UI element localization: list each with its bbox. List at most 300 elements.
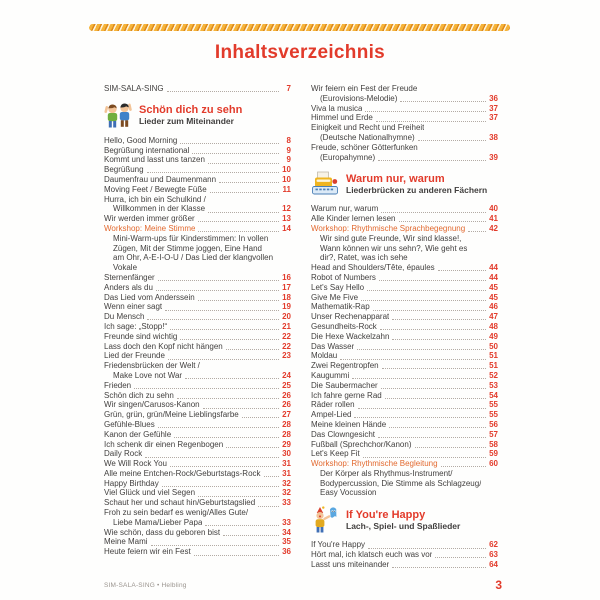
toc-entry-title: Hello, Good Morning (104, 135, 178, 145)
dot-leader (392, 319, 486, 320)
toc-entry (104, 449, 291, 459)
dot-leader (194, 555, 279, 556)
dot-leader (381, 212, 486, 213)
dot-leader (441, 466, 486, 467)
dot-leader (468, 231, 486, 232)
toc-entry (104, 185, 291, 195)
toc-entry (311, 440, 498, 450)
dot-leader (382, 368, 486, 369)
section-header (104, 102, 291, 129)
toc-entry-page: 64 (489, 559, 498, 569)
toc-entry-title: (Europahymne) (320, 152, 376, 162)
toc-entry-title: Gefühle-Blues (104, 419, 155, 429)
toc-entry-title: Wir werden immer größer (104, 214, 195, 224)
toc-entry (104, 136, 291, 146)
toc-entry-page: 12 (282, 204, 291, 214)
toc-entry-title: Freude, schöner Götterfunken (311, 142, 418, 152)
toc-entry-title: Wie schön, dass du geboren bist (104, 527, 221, 537)
dot-leader (385, 398, 486, 399)
dot-leader (168, 359, 279, 360)
toc-entry-page: 42 (489, 223, 498, 233)
dot-leader (363, 457, 486, 458)
toc-entry-page: 35 (282, 537, 291, 547)
toc-entry-title: Let's Keep Fit (311, 449, 360, 459)
toc-entry (311, 94, 498, 104)
toc-entry-title: Let's Say Hello (311, 282, 365, 292)
toc-entry-title: Unser Rechenapparat (311, 312, 390, 322)
toc-entry-title: Workshop: Rhythmische Begleitung (311, 459, 438, 469)
toc-entry (104, 195, 291, 205)
section-title: Schön dich zu sehn (139, 104, 243, 117)
toc-entry-page: 28 (282, 429, 291, 439)
toc-entry-page: 51 (489, 361, 498, 371)
dot-leader (379, 280, 486, 281)
toc-entry-title: Daily Rock (104, 449, 143, 459)
toc-entry-page: 37 (489, 113, 498, 123)
toc-entry-title: Ich sage: „Stopp!“ (104, 321, 168, 331)
toc-entry (311, 371, 498, 381)
toc-entry-title: Hört mal, ich klatsch euch was vor (311, 550, 433, 560)
toc-entry (104, 371, 291, 381)
toc-entry-page: 14 (282, 223, 291, 233)
dot-leader (400, 101, 486, 102)
toc-entry-title: Froh zu sein bedarf es wenig/Alles Gute/ (104, 508, 249, 518)
dot-leader (438, 270, 486, 271)
toc-entry (311, 332, 498, 342)
toc-entry-title: Frieden (104, 380, 132, 390)
toc-entry (104, 146, 291, 156)
toc-note-text: Vokale (113, 263, 138, 273)
toc-entry (311, 204, 498, 214)
toc-entry-title: Workshop: Meine Stimme (104, 223, 196, 233)
toc-entry (104, 400, 291, 410)
toc-entry (104, 547, 291, 557)
toc-entry (104, 459, 291, 469)
dot-leader (198, 300, 279, 301)
dot-leader (165, 310, 279, 311)
toc-entry-title: Kaugummi (311, 370, 350, 380)
toc-entry (104, 155, 291, 165)
toc-note-line (311, 469, 498, 479)
toc-entry (104, 537, 291, 547)
section-text (346, 509, 460, 531)
dot-leader (203, 408, 279, 409)
dot-leader (180, 339, 279, 340)
toc-entry-page: 58 (489, 439, 498, 449)
toc-note-line (311, 253, 498, 263)
toc-entry-page: 60 (489, 459, 498, 469)
toc-entry-title: Hurra, ich bin ein Schulkind / (104, 194, 206, 204)
toc-entry (104, 440, 291, 450)
toc-entry-title: Fußball (Sprechchor/Kanon) (311, 439, 412, 449)
dot-leader (381, 388, 486, 389)
toc-entry-title: Zwei Regentropfen (311, 361, 379, 371)
dot-leader (219, 182, 279, 183)
toc-entry (311, 104, 498, 114)
toc-entry-page: 59 (489, 449, 498, 459)
dot-leader (361, 300, 486, 301)
toc-entry-page: 19 (282, 302, 291, 312)
toc-entry-title: Happy Birthday (104, 478, 159, 488)
toc-entry-title: Begrüßung (104, 165, 144, 175)
toc-entry-title: Ampel-Lied (311, 410, 352, 420)
toc-entry-title: Willkommen in der Klasse (113, 204, 206, 214)
dot-leader (376, 121, 486, 122)
section-subtitle: Liederbrücken zu anderen Fächern (346, 184, 488, 195)
dot-leader (156, 290, 279, 291)
toc-note-text: Easy Vocussion (320, 488, 377, 498)
toc-entry-page: 53 (489, 380, 498, 390)
dot-leader (380, 329, 486, 330)
toc-entry-title: Ich schenk dir einen Regenbogen (104, 439, 224, 449)
toc-entry-title: Grün, grün, grün/Meine Lieblingsfarbe (104, 410, 239, 420)
dot-leader (340, 359, 486, 360)
section-title: If You're Happy (346, 508, 426, 521)
dot-leader (358, 408, 486, 409)
toc-entry (104, 508, 291, 518)
toc-entry (311, 293, 498, 303)
toc-entry (104, 283, 291, 293)
dot-leader (180, 143, 279, 144)
toc-entry (104, 302, 291, 312)
dot-leader (151, 545, 279, 546)
toc-note-line (104, 253, 291, 263)
toc-entry-page: 10 (282, 174, 291, 184)
toc-note-text: Bodypercussion, Die Stimme als Schlagzeug/ (320, 478, 482, 488)
toc-entry-title: Das Clowngesicht (311, 429, 376, 439)
toc-entry-page: 47 (489, 312, 498, 322)
toc-entry-title: Räder rollen (311, 400, 355, 410)
toc-entry-title: Heute feiern wir ein Fest (104, 547, 191, 557)
toc-note-text: Mini-Warm-ups für Kinderstimmen: In vollen (113, 233, 269, 243)
toc-entry-title: Friedensbrücken der Welt / (104, 361, 200, 371)
toc-entry (311, 322, 498, 332)
toc-entry-title: Workshop: Rhythmische Sprachbegegnung (311, 223, 466, 233)
toc-entry (311, 391, 498, 401)
toc-entry-page: 51 (489, 351, 498, 361)
toc-columns (104, 84, 498, 570)
toc-entry-title: Ich fahre gerne Rad (311, 390, 382, 400)
toc-entry (311, 133, 498, 143)
toc-entry-page: 44 (489, 272, 498, 282)
toc-entry-page: 38 (489, 132, 498, 142)
toc-entry (311, 113, 498, 123)
toc-entry (104, 293, 291, 303)
toc-entry (104, 430, 291, 440)
toc-entry (104, 204, 291, 214)
toc-entry (311, 224, 498, 234)
toc-entry (311, 263, 498, 273)
dot-leader (392, 567, 486, 568)
toc-entry-page: 9 (286, 155, 291, 165)
toc-entry-page: 62 (489, 540, 498, 550)
toc-entry-title: Freunde sind wichtig (104, 331, 178, 341)
toc-entry-title: Viva la musica (311, 103, 363, 113)
toc-entry (104, 479, 291, 489)
toc-entry-title: Moldau (311, 351, 338, 361)
toc-entry-title: We Will Rock You (104, 459, 167, 469)
dot-leader (435, 557, 486, 558)
toc-entry-title: Warum nur, warum (311, 204, 379, 214)
toc-entry (104, 498, 291, 508)
toc-entry-title: Gesundheits-Rock (311, 321, 377, 331)
dot-leader (158, 280, 279, 281)
toc-entry-page: 33 (282, 517, 291, 527)
dot-leader (226, 349, 279, 350)
toc-entry (311, 273, 498, 283)
toc-entry-title: Make Love not War (113, 370, 183, 380)
toc-entry (311, 312, 498, 322)
toc-entry-title: Die Saubermacher (311, 380, 378, 390)
toc-entry (311, 449, 498, 459)
dot-leader (162, 486, 279, 487)
dot-leader (198, 496, 279, 497)
dot-leader (174, 437, 279, 438)
dot-leader (242, 417, 279, 418)
dot-leader (147, 319, 279, 320)
toc-entry (104, 224, 291, 234)
toc-entry-page: 33 (282, 498, 291, 508)
toc-note-text: am Ohr, A-E-I-O-U / Das Lied der klangvollen (113, 253, 274, 263)
dot-leader (210, 192, 279, 193)
toc-note-text: dir?, Ratet, was ich sehe (320, 253, 408, 263)
toc-entry (311, 351, 498, 361)
toc-column-left (104, 84, 291, 570)
dot-leader (365, 111, 486, 112)
toc-entry-page: 22 (282, 341, 291, 351)
toc-entry-title: Head and Shoulders/Tête, épaules (311, 263, 435, 273)
toc-entry-page: 17 (282, 282, 291, 292)
toc-entry-title: Wir singen/Carusos-Kanon (104, 400, 200, 410)
toc-entry-page: 36 (489, 93, 498, 103)
toc-entry (311, 420, 498, 430)
toc-entry-page: 49 (489, 331, 498, 341)
toc-entry (311, 540, 498, 550)
toc-entry-page: 36 (282, 547, 291, 557)
footer-text: SIM-SALA-SING • Helbling (104, 582, 187, 589)
toc-entry-page: 20 (282, 312, 291, 322)
page-title: Inhaltsverzeichnis (214, 42, 386, 63)
rope-border (89, 24, 510, 31)
toc-note-text: Zügen, Mit der Stimme joggen, Eine Hand (113, 243, 262, 253)
dot-leader (205, 525, 279, 526)
toc-entry (311, 400, 498, 410)
toc-entry (104, 420, 291, 430)
typewriter-icon (311, 170, 339, 197)
toc-entry-title: Viel Glück und viel Segen (104, 488, 196, 498)
toc-note-text: Wann können wir uns sehn?, Wie geht es (320, 243, 468, 253)
toc-entry (104, 528, 291, 538)
toc-entry-page: 23 (282, 351, 291, 361)
toc-entry-page: 30 (282, 449, 291, 459)
dot-leader (192, 153, 279, 154)
section-text (139, 104, 242, 126)
toc-entry-title: Wir feiern ein Fest der Freude (311, 84, 418, 93)
dot-leader (399, 221, 487, 222)
toc-entry-title: Sternenfänger (104, 272, 155, 282)
dot-leader (198, 231, 279, 232)
dot-leader (185, 378, 279, 379)
toc-entry (311, 283, 498, 293)
toc-entry (104, 175, 291, 185)
toc-entry (104, 361, 291, 371)
toc-entry-title: Die Hexe Wackelzahn (311, 331, 390, 341)
toc-entry-title: Himmel und Erde (311, 113, 373, 123)
dot-leader (167, 91, 279, 92)
dot-leader (145, 457, 279, 458)
toc-entry-title: Du Mensch (104, 312, 145, 322)
toc-entry-title: Das Lied vom Anderssein (104, 292, 195, 302)
toc-column-right (311, 84, 498, 570)
toc-entry (311, 302, 498, 312)
toc-entry (311, 361, 498, 371)
toc-entry-title: Wenn einer sagt (104, 302, 163, 312)
toc-entry-page: 63 (489, 550, 498, 560)
toc-note-line (311, 234, 498, 244)
toc-entry (311, 123, 498, 133)
dot-leader (223, 535, 279, 536)
dot-leader (258, 506, 279, 507)
toc-entry (104, 469, 291, 479)
toc-entry-page: 41 (489, 214, 498, 224)
dot-leader (354, 417, 486, 418)
toc-note-line (311, 488, 498, 498)
dot-leader (378, 437, 486, 438)
toc-entry-page: 50 (489, 341, 498, 351)
toc-entry (104, 332, 291, 342)
toc-entry-page: 28 (282, 419, 291, 429)
dot-leader (170, 466, 279, 467)
dot-leader (373, 310, 486, 311)
toc-entry-page: 39 (489, 152, 498, 162)
toc-entry-page: 31 (282, 468, 291, 478)
toc-entry (311, 459, 498, 469)
toc-entry-page: 55 (489, 410, 498, 420)
toc-entry-page: 57 (489, 429, 498, 439)
toc-entry-title: (Deutsche Nationalhymne) (320, 132, 415, 142)
toc-entry-title: If You're Happy (311, 540, 366, 550)
dot-leader (147, 172, 279, 173)
toc-entry (311, 153, 498, 163)
dot-leader (158, 427, 279, 428)
toc-entry-page: 40 (489, 204, 498, 214)
toc-entry-page: 54 (489, 390, 498, 400)
toc-note-text: Der Körper als Rhythmus-Instrument/ (320, 468, 453, 478)
toc-entry-title: SIM-SALA-SING (104, 84, 164, 93)
dot-leader (357, 349, 486, 350)
toc-entry (104, 165, 291, 175)
toc-note-line (104, 244, 291, 254)
dot-leader (170, 329, 279, 330)
toc-entry (104, 391, 291, 401)
toc-entry-page: 34 (282, 527, 291, 537)
dot-leader (208, 212, 279, 213)
toc-entry-page: 9 (286, 145, 291, 155)
toc-entry (104, 273, 291, 283)
toc-entry (104, 342, 291, 352)
section-header (311, 170, 498, 197)
toc-entry-title: Schaut her und schaut hin/Geburtstagslied (104, 498, 256, 508)
toc-entry (104, 381, 291, 391)
dot-leader (198, 221, 279, 222)
toc-entry-page: 25 (282, 380, 291, 390)
toc-entry (311, 143, 498, 153)
toc-entry-title: Moving Feet / Bewegte Füße (104, 184, 207, 194)
toc-entry-page: 22 (282, 331, 291, 341)
toc-entry (104, 84, 291, 94)
section-header (311, 506, 498, 533)
toc-entry-page: 21 (282, 321, 291, 331)
dot-leader (392, 339, 486, 340)
dot-leader (418, 140, 486, 141)
toc-entry-page: 32 (282, 488, 291, 498)
toc-entry-page: 44 (489, 263, 498, 273)
section-text (346, 173, 487, 195)
toc-entry-page: 31 (282, 459, 291, 469)
toc-entry-page: 24 (282, 370, 291, 380)
toc-entry (104, 312, 291, 322)
toc-entry-page: 7 (286, 84, 291, 93)
toc-entry (104, 488, 291, 498)
dot-leader (389, 427, 486, 428)
dot-leader (415, 447, 487, 448)
section-subtitle: Lach-, Spiel- und Spaßlieder (346, 520, 461, 531)
toc-entry (311, 550, 498, 560)
toc-entry-title: Alle Kinder lernen lesen (311, 214, 396, 224)
toc-entry-title: Begrüßung international (104, 145, 190, 155)
toc-entry-page: 37 (489, 103, 498, 113)
toc-entry-page: 13 (282, 214, 291, 224)
toc-entry-title: Meine kleinen Hände (311, 419, 387, 429)
toc-note-line (104, 234, 291, 244)
toc-entry-title: Robot of Numbers (311, 272, 376, 282)
toc-entry-page: 27 (282, 410, 291, 420)
toc-note-line (311, 479, 498, 489)
dot-leader (208, 163, 279, 164)
dot-leader (177, 398, 279, 399)
toc-entry-title: Anders als du (104, 282, 153, 292)
toc-entry-page: 16 (282, 272, 291, 282)
dot-leader (368, 548, 486, 549)
dot-leader (226, 447, 279, 448)
toc-note-line (311, 244, 498, 254)
toc-entry (104, 214, 291, 224)
toc-entry-title: Lass doch den Kopf nicht hängen (104, 341, 223, 351)
toc-entry-page: 18 (282, 292, 291, 302)
toc-entry-title: Meine Mami (104, 537, 148, 547)
toc-entry-page: 32 (282, 478, 291, 488)
toc-entry-title: Lasst uns miteinander (311, 559, 390, 569)
toc-entry (311, 560, 498, 570)
toc-entry-page: 45 (489, 282, 498, 292)
dot-leader (134, 388, 279, 389)
toc-entry-page: 55 (489, 400, 498, 410)
toc-entry-page: 56 (489, 419, 498, 429)
toc-entry (311, 381, 498, 391)
toc-entry-page: 46 (489, 302, 498, 312)
dot-leader (378, 160, 486, 161)
toc-entry (104, 410, 291, 420)
toc-note-text: Wir sind gute Freunde, Wir sind klasse!, (320, 233, 462, 243)
toc-entry (104, 322, 291, 332)
toc-entry (311, 84, 498, 94)
toc-entry-page: 11 (282, 184, 291, 194)
dot-leader (264, 476, 279, 477)
section-title: Warum nur, warum (346, 172, 445, 185)
toc-entry-page: 10 (282, 165, 291, 175)
toc-entry (311, 410, 498, 420)
toc-entry-page: 26 (282, 400, 291, 410)
